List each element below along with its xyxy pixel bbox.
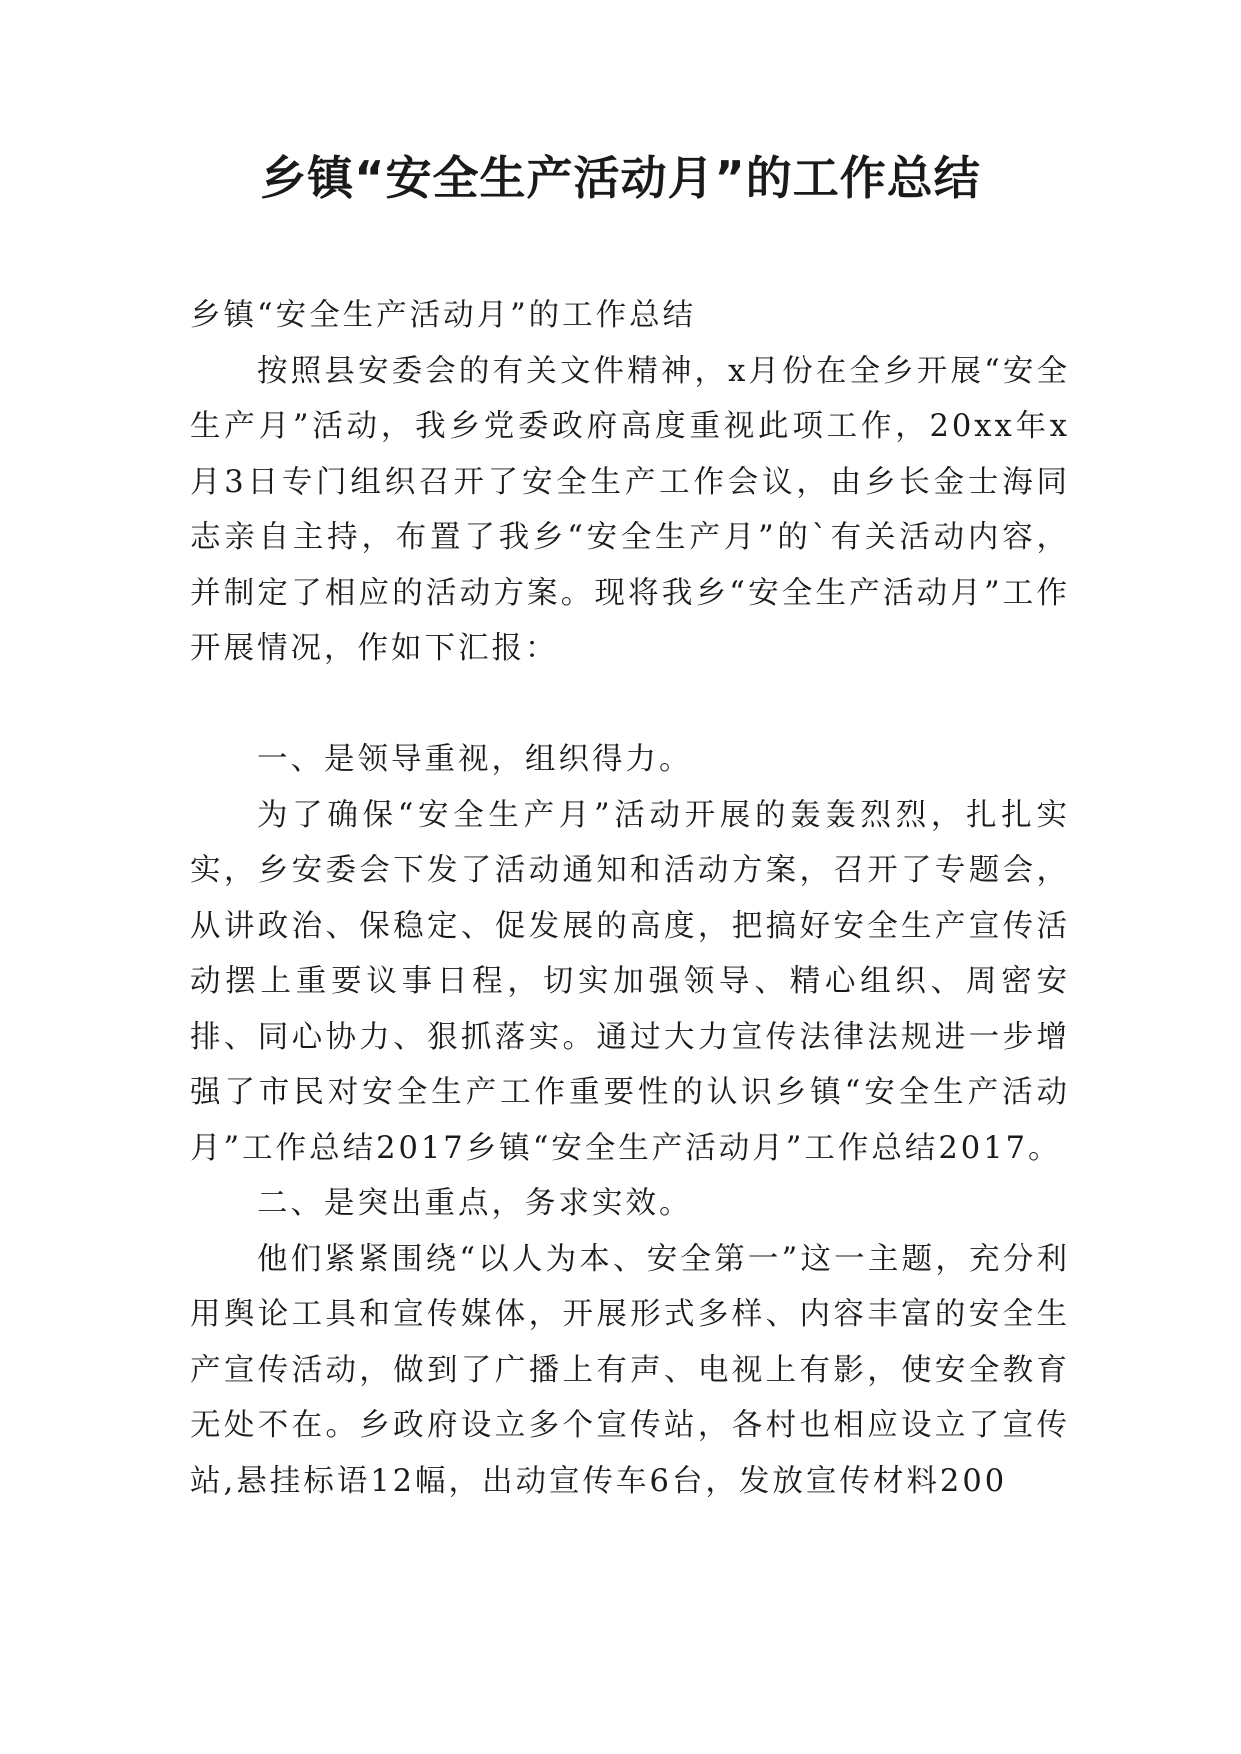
paragraph-section-1: 为了确保“安全生产月”活动开展的轰轰烈烈，扎扎实实，乡安委会下发了活动通知和活动方案，召开了专题会，从讲政治、保稳定、促发展的高度，把搞好安全生产宣传活动摆上重要议事日程，切实加强领导、精心组织、周密安排、同心协力、狠抓落实。通过大力宣传法律法规进一步增强了市民对安全生产工作重要性的认识乡镇“安全生产活动月”工作总结2017乡镇“安全生产活动月”工作总结2017。 bbox=[190, 797, 1070, 1166]
section-heading-2: 二、是突出重点，务求实效。 bbox=[257, 1186, 693, 1221]
document-title: 乡镇“安全生产活动月”的工作总结 bbox=[260, 151, 981, 205]
body-heading: 乡镇“安全生产活动月”的工作总结 bbox=[190, 298, 697, 333]
paragraph-section-2: 他们紧紧围绕“以人为本、安全第一”这一主题，充分利用舆论工具和宣传媒体，开展形式多样、内容丰富的安全生产宣传活动，做到了广播上有声、电视上有影，使安全教育无处不在。乡政府设立多个宣传站，各村也相应设立了宣传站,悬挂标语12幅，出动宣传车6台，发放宣传材料200 bbox=[190, 1241, 1070, 1499]
paragraph-intro: 按照县安委会的有关文件精神，x月份在全乡开展“安全生产月”活动，我乡党委政府高度重视此项工作，20xx年x月3日专门组织召开了安全生产工作会议，由乡长金士海同志亲自主持，布置了我乡“安全生产月”的`有关活动内容，并制定了相应的活动方案。现将我乡“安全生产活动月”工作开展情况，作如下汇报： bbox=[190, 353, 1070, 666]
document-body bbox=[190, 288, 1070, 1509]
section-heading-1: 一、是领导重视，组织得力。 bbox=[257, 742, 693, 777]
